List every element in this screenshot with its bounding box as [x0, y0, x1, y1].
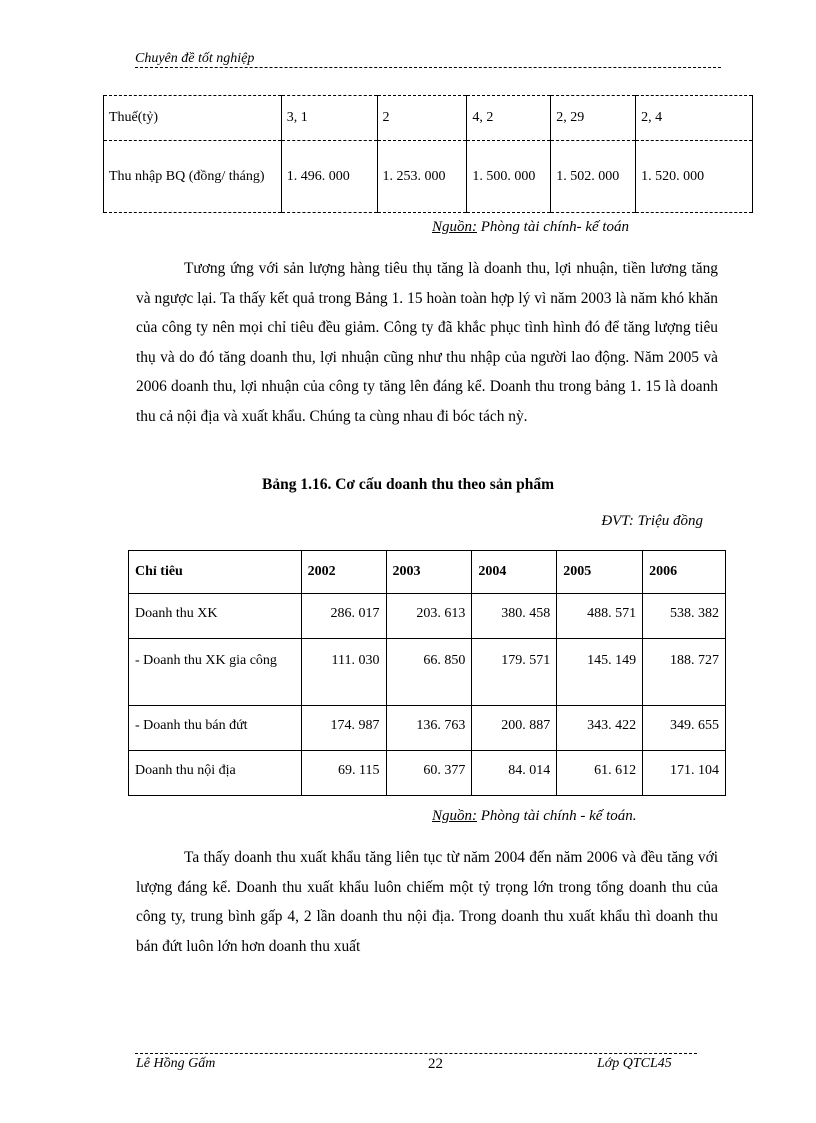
table-cell: 174. 987	[301, 706, 386, 751]
paragraph-text: Tương ứng với sản lượng hàng tiêu thụ tăng là doanh thu, lợi nhuận, tiền lương tăng và ngược lại. Ta thấy kết quả trong Bảng 1. 15 hoàn toàn hợp lý vì năm 2003 là năm khó khăn của công ty nên mọi chỉ tiêu đều giảm. Công ty đã khắc phục tình hình đó để tăng lượng tiêu thụ và do đó tăng doanh thu, lợi nhuận cũng như thu nhập của người lao động. Năm 2005 và 2006 doanh thu, lợi nhuận của công ty tăng lên đáng kể. Doanh thu trong bảng 1. 15 là doanh thu cả nội địa và xuất khẩu. Chúng ta cùng nhau đi bóc tách nỳ.	[136, 260, 718, 425]
table-cell: 203. 613	[386, 594, 472, 639]
footer-class: Lớp QTCL45	[597, 1056, 672, 1071]
income-table-continuation	[103, 95, 753, 213]
row-label: Doanh thu XK	[129, 594, 302, 639]
footer-divider	[135, 1053, 697, 1054]
source-text: Phòng tài chính- kế toán	[477, 219, 630, 235]
table-cell: 69. 115	[301, 751, 386, 796]
column-header: 2004	[472, 551, 557, 594]
table-cell: 3, 1	[281, 96, 377, 141]
table-cell: 1. 496. 000	[281, 141, 377, 213]
table-cell: 286. 017	[301, 594, 386, 639]
table-cell: 1. 253. 000	[377, 141, 467, 213]
table-header-row	[129, 551, 726, 594]
table-cell: 60. 377	[386, 751, 472, 796]
table-cell: 136. 763	[386, 706, 472, 751]
row-label: - Doanh thu bán đứt	[129, 706, 302, 751]
source-label: Nguồn:	[432, 808, 477, 824]
column-header: 2006	[643, 551, 726, 594]
paragraph-2	[136, 843, 718, 961]
table-row	[104, 141, 753, 213]
table-cell: 111. 030	[301, 639, 386, 706]
column-header: 2003	[386, 551, 472, 594]
source-note-1	[432, 219, 629, 236]
table-cell: 179. 571	[472, 639, 557, 706]
table-cell: 1. 500. 000	[467, 141, 551, 213]
table-cell: 380. 458	[472, 594, 557, 639]
row-label: - Doanh thu XK gia công	[129, 639, 302, 706]
paragraph-text: Ta thấy doanh thu xuất khẩu tăng liên tục từ năm 2004 đến năm 2006 và đều tăng với lượng đáng kể. Doanh thu xuất khẩu luôn chiếm một tỷ trọng lớn trong tổng doanh thu của công ty, trung bình gấp 4, 2 lần doanh thu nội địa. Trong doanh thu xuất khẩu thì doanh thu bán đứt luôn lớn hơn doanh thu xuất	[136, 849, 718, 955]
table-cell: 200. 887	[472, 706, 557, 751]
table-cell: Thuế(tỷ)	[104, 96, 282, 141]
table-cell: 2	[377, 96, 467, 141]
footer-author: Lê Hồng Gấm	[136, 1056, 216, 1071]
table-cell: 2, 29	[551, 96, 636, 141]
column-header: Chỉ tiêu	[129, 551, 302, 594]
table-row	[104, 96, 753, 141]
table-row	[129, 594, 726, 639]
revenue-structure-table	[128, 550, 726, 796]
source-note-2	[432, 808, 637, 825]
table-cell: 349. 655	[643, 706, 726, 751]
table-cell: 488. 571	[557, 594, 643, 639]
table-cell: 1. 502. 000	[551, 141, 636, 213]
table-cell: 343. 422	[557, 706, 643, 751]
paragraph-1	[136, 254, 718, 432]
table-cell: 538. 382	[643, 594, 726, 639]
table-cell: 188. 727	[643, 639, 726, 706]
source-label: Nguồn:	[432, 219, 477, 235]
table-title: Bảng 1.16. Cơ cấu doanh thu theo sản phẩm	[262, 476, 554, 493]
header-divider	[135, 67, 721, 68]
table-row	[129, 706, 726, 751]
page-header-title: Chuyên đề tốt nghiệp	[135, 51, 255, 66]
source-text: Phòng tài chính - kế toán.	[477, 808, 637, 824]
table-cell: 1. 520. 000	[636, 141, 753, 213]
table-cell: 66. 850	[386, 639, 472, 706]
table-cell: 2, 4	[636, 96, 753, 141]
table-row	[129, 639, 726, 706]
table-cell: 84. 014	[472, 751, 557, 796]
column-header: 2002	[301, 551, 386, 594]
page-number: 22	[428, 1056, 443, 1072]
unit-label: ĐVT: Triệu đồng	[601, 513, 703, 529]
column-header: 2005	[557, 551, 643, 594]
table-cell: 4, 2	[467, 96, 551, 141]
table-cell: 145. 149	[557, 639, 643, 706]
table-cell: 171. 104	[643, 751, 726, 796]
table-row	[129, 751, 726, 796]
table-cell: Thu nhập BQ (đồng/ tháng)	[104, 141, 282, 213]
row-label: Doanh thu nội địa	[129, 751, 302, 796]
table-cell: 61. 612	[557, 751, 643, 796]
